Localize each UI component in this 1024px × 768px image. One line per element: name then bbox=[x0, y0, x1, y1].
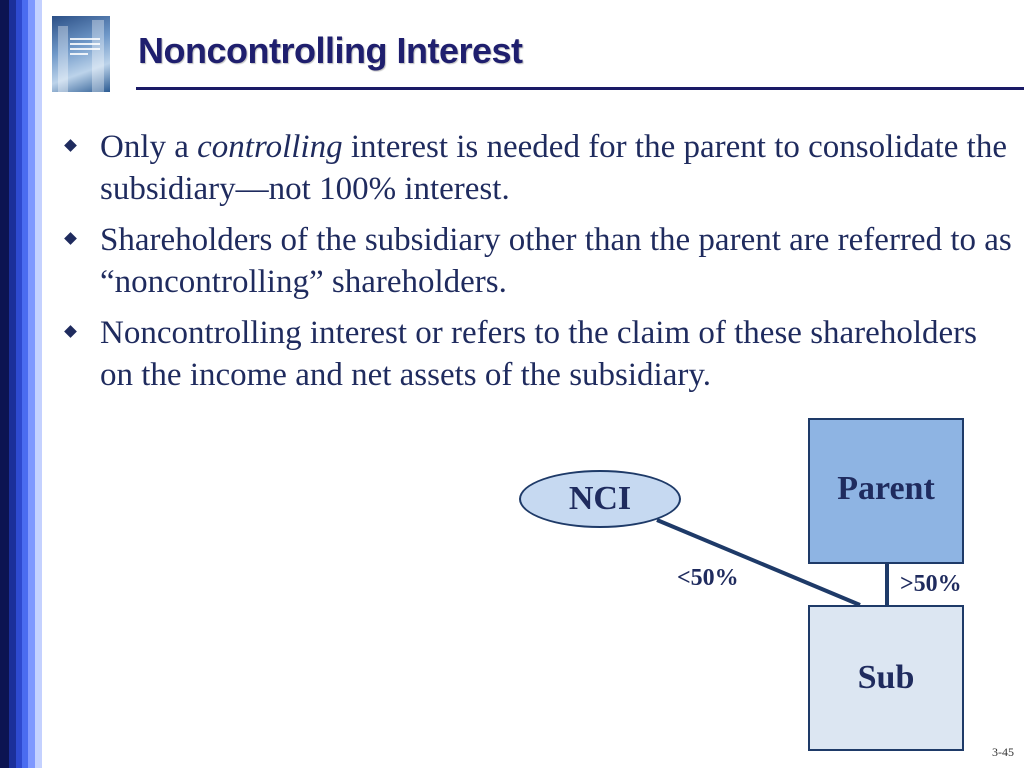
bullet-text-end: interest is needed for the parent to consolidate the subsidiary—not 100% interest. bbox=[100, 129, 1007, 207]
parent-ownership-label: >50% bbox=[900, 571, 962, 597]
page-number: 3-45 bbox=[992, 745, 1014, 759]
parent-box bbox=[808, 418, 964, 564]
bullet-text: Shareholders of the subsidiary other than the parent are referred to as “noncontrolling” shareholders. bbox=[100, 222, 1012, 300]
nci-ellipse bbox=[519, 470, 681, 528]
slide-title: Noncontrolling Interest bbox=[138, 30, 523, 71]
sub-box bbox=[808, 605, 964, 751]
bullet-text-start: Only a bbox=[100, 129, 198, 165]
sub-label: Sub bbox=[857, 659, 915, 696]
parent-label: Parent bbox=[837, 470, 935, 507]
bullet-emphasis: controlling bbox=[197, 129, 343, 165]
bullet-text: Noncontrolling interest or refers to the claim of these shareholders on the income and net assets of the subsidiary. bbox=[100, 315, 977, 393]
nci-ownership-label: <50% bbox=[677, 565, 739, 591]
nci-label: NCI bbox=[568, 480, 632, 517]
